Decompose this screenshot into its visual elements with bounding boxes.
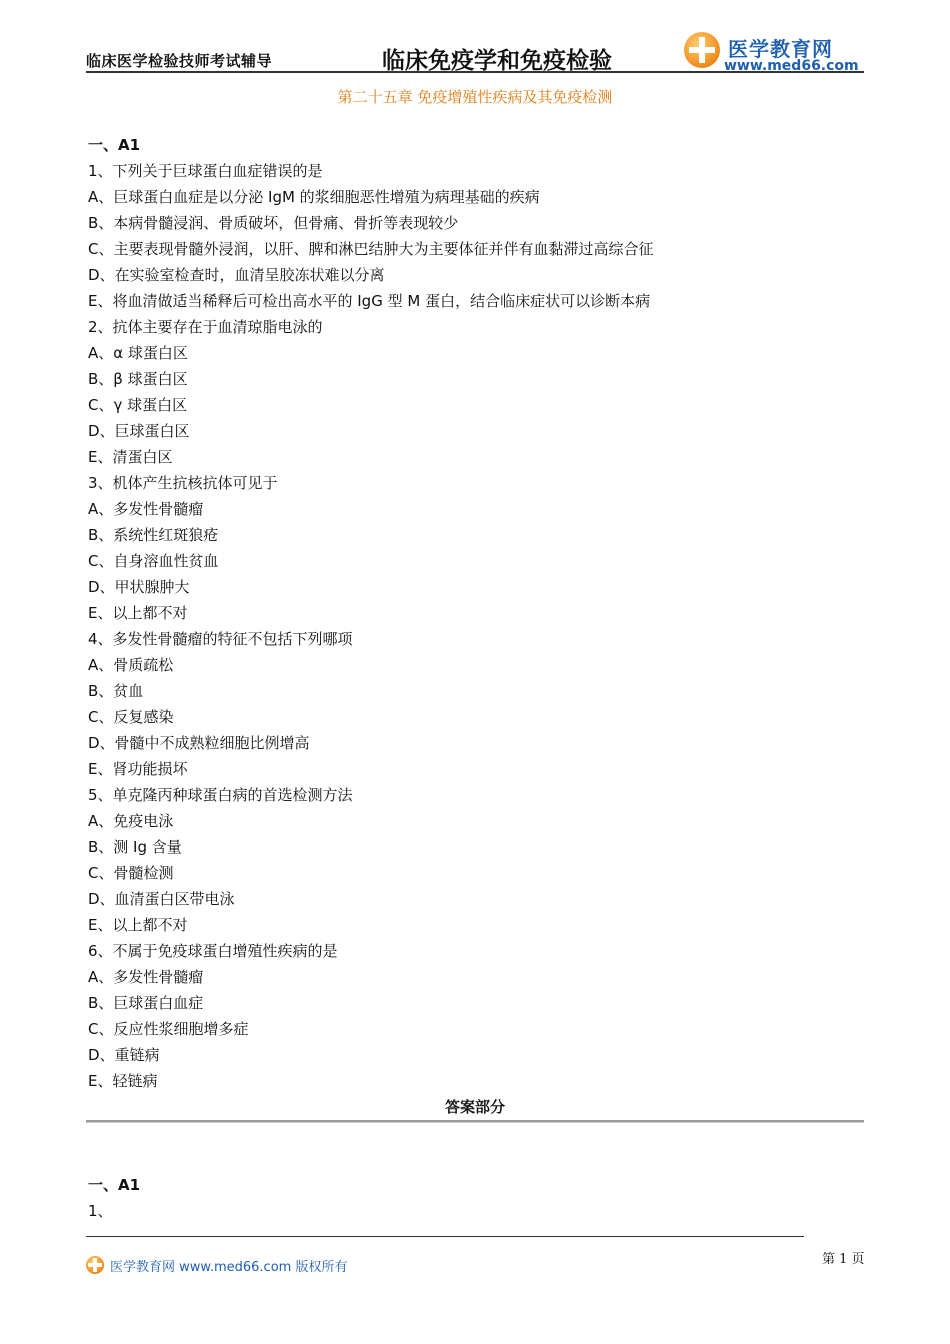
answer-option: B、测 Ig 含量 bbox=[88, 838, 182, 856]
answer-option: C、骨髓检测 bbox=[88, 864, 174, 882]
question-stem: 4、多发性骨髓瘤的特征不包括下列哪项 bbox=[88, 630, 353, 648]
site-logo[interactable] bbox=[684, 32, 864, 76]
question-stem: 1、下列关于巨球蛋白血症错误的是 bbox=[88, 162, 323, 180]
section-heading: 一、A1 bbox=[88, 136, 141, 154]
answer-item: 1、 bbox=[88, 1202, 113, 1220]
question-list bbox=[88, 158, 868, 1094]
answer-option: E、将血清做适当稀释后可检出高水平的 IgG 型 M 蛋白，结合临床症状可以诊断本病 bbox=[88, 292, 651, 310]
answer-option: A、骨质疏松 bbox=[88, 656, 174, 674]
answer-option: C、反复感染 bbox=[88, 708, 174, 726]
answer-option: D、血清蛋白区带电泳 bbox=[88, 890, 235, 908]
logo-name: 医学教育网 bbox=[728, 37, 833, 61]
question-stem: 2、抗体主要存在于血清琼脂电泳的 bbox=[88, 318, 323, 336]
answer-option: C、自身溶血性贫血 bbox=[88, 552, 219, 570]
question-stem: 6、不属于免疫球蛋白增殖性疾病的是 bbox=[88, 942, 338, 960]
answer-option: E、以上都不对 bbox=[88, 916, 188, 934]
answer-option: B、系统性红斑狼疮 bbox=[88, 526, 219, 544]
answer-option: C、反应性浆细胞增多症 bbox=[88, 1020, 249, 1038]
answer-option: B、贫血 bbox=[88, 682, 144, 700]
answer-option: E、以上都不对 bbox=[88, 604, 188, 622]
answer-option: D、重链病 bbox=[88, 1046, 160, 1064]
answer-option: C、主要表现骨髓外浸润，以肝、脾和淋巴结肿大为主要体征并伴有血黏滞过高综合征 bbox=[88, 240, 654, 258]
answer-option: D、在实验室检查时，血清呈胶冻状难以分离 bbox=[88, 266, 385, 284]
answer-option: A、免疫电泳 bbox=[88, 812, 174, 830]
answer-option: B、本病骨髓浸润、骨质破坏，但骨痛、骨折等表现较少 bbox=[88, 214, 459, 232]
answers-section bbox=[88, 1172, 868, 1224]
page-number: 第 1 页 bbox=[822, 1252, 865, 1267]
footer-divider bbox=[86, 1236, 804, 1237]
answer-option: B、β 球蛋白区 bbox=[88, 370, 188, 388]
chapter-title: 第二十五章 免疫增殖性疾病及其免疫检测 bbox=[337, 88, 613, 106]
answer-option: B、巨球蛋白血症 bbox=[88, 994, 204, 1012]
header-divider bbox=[86, 71, 864, 73]
answers-heading: 一、A1 bbox=[88, 1176, 141, 1194]
answers-title: 答案部分 bbox=[444, 1098, 505, 1116]
cross-circle-icon bbox=[684, 32, 720, 68]
answer-option: A、α 球蛋白区 bbox=[88, 344, 188, 362]
answer-option: D、甲状腺肿大 bbox=[88, 578, 190, 596]
answers-divider bbox=[86, 1120, 864, 1123]
questions-section bbox=[88, 132, 868, 1094]
answer-option: E、清蛋白区 bbox=[88, 448, 173, 466]
document-title: 临床免疫学和免疫检验 bbox=[382, 48, 612, 74]
header-left-text: 临床医学检验技师考试辅导 bbox=[86, 52, 273, 70]
answer-option: C、γ 球蛋白区 bbox=[88, 396, 188, 414]
answer-option: A、巨球蛋白血症是以分泌 IgM 的浆细胞恶性增殖为病理基础的疾病 bbox=[88, 188, 540, 206]
answer-option: E、肾功能损坏 bbox=[88, 760, 188, 778]
footer-logo-icon bbox=[86, 1256, 104, 1274]
footer-copyright[interactable]: 医学教育网 www.med66.com 版权所有 bbox=[110, 1260, 348, 1275]
question-stem: 3、机体产生抗核抗体可见于 bbox=[88, 474, 278, 492]
answer-option: D、骨髓中不成熟粒细胞比例增高 bbox=[88, 734, 310, 752]
answer-option: A、多发性骨髓瘤 bbox=[88, 500, 204, 518]
logo-url: www.med66.com bbox=[724, 58, 859, 74]
question-stem: 5、单克隆丙种球蛋白病的首选检测方法 bbox=[88, 786, 353, 804]
answer-option: E、轻链病 bbox=[88, 1072, 158, 1090]
answer-option: A、多发性骨髓瘤 bbox=[88, 968, 204, 986]
answer-option: D、巨球蛋白区 bbox=[88, 422, 190, 440]
